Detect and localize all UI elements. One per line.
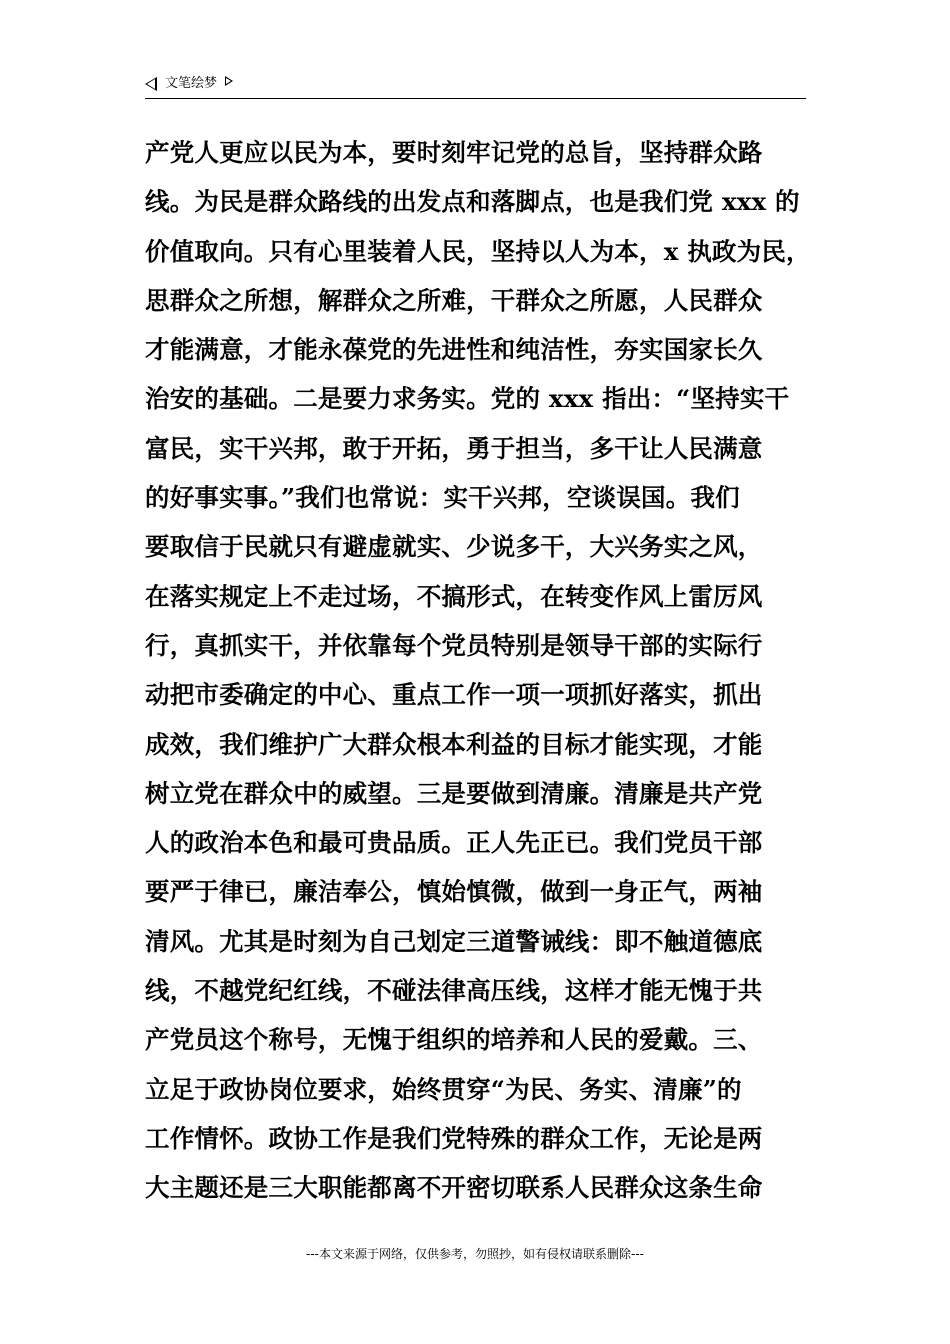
text-line: 思群众之所想，解群众之所难，干群众之所愿，人民群众: [145, 285, 763, 315]
text-line: 线。为民是群众路线的出发点和落脚点，也是我们党 xxx 的: [145, 187, 800, 217]
text-line: 要严于律已，廉洁奉公，慎始慎微，做到一身正气，两袖: [145, 877, 763, 907]
text-line: 工作情怀。政协工作是我们党特殊的群众工作，无论是两: [145, 1123, 763, 1153]
page-footer: ---本文来源于网络，仅供参考，勿照抄，如有侵权请联系删除---: [306, 1247, 644, 1261]
text-line: 行，真抓实干，并依靠每个党员特别是领导干部的实际行: [145, 630, 763, 660]
page-header: [145, 74, 806, 99]
text-line: 的好事实事。”我们也常说：实干兴邦，空谈误国。我们: [145, 483, 740, 513]
text-line: 要取信于民就只有避虚就实、少说多干，大兴务实之风，: [145, 532, 763, 562]
text-line: 树立党在群众中的威望。三是要做到清廉。清廉是共产党: [145, 778, 763, 808]
text-line: 富民，实干兴邦，敢于开拓，勇于担当，多干让人民满意: [145, 433, 763, 463]
text-line: 线，不越党纪红线，不碰法律高压线，这样才能无愧于共: [145, 976, 763, 1006]
text-line: 动把市委确定的中心、重点工作一项一项抓好落实，抓出: [145, 680, 763, 710]
text-line: 才能满意，才能永葆党的先进性和纯洁性，夯实国家长久: [145, 335, 763, 365]
text-line: 产党人更应以民为本，要时刻牢记党的总旨，坚持群众路: [145, 138, 763, 167]
text-line: 大主题还是三大职能都离不开密切联系人民群众这条生命: [145, 1173, 763, 1203]
text-line: 治安的基础。二是要力求务实。党的 xxx 指出：“坚持实干: [145, 384, 790, 414]
text-line: 价值取向。只有心里装着人民，坚持以人为本，x 执政为民，: [145, 236, 811, 266]
text-line: 人的政治本色和最可贵品质。正人先正已。我们党员干部: [145, 828, 763, 858]
triangle-right-icon: [225, 76, 233, 86]
triangle-left-icon: [145, 77, 157, 91]
text-line: 成效，我们维护广大群众根本利益的目标才能实现，才能: [145, 729, 763, 759]
document-body: [145, 128, 825, 1213]
text-line: 清风。尤其是时刻为自己划定三道警诫线：即不触道德底: [145, 926, 763, 956]
text-line: 产党员这个称号，无愧于组织的培养和人民的爱戴。三、: [145, 1025, 763, 1055]
text-line: 在落实规定上不走过场，不搞形式，在转变作风上雷厉风: [145, 581, 763, 611]
text-line: 立足于政协岗位要求，始终贯穿“为民、务实、清廉”的: [145, 1074, 742, 1104]
header-title: 文笔绘梦: [165, 76, 218, 91]
